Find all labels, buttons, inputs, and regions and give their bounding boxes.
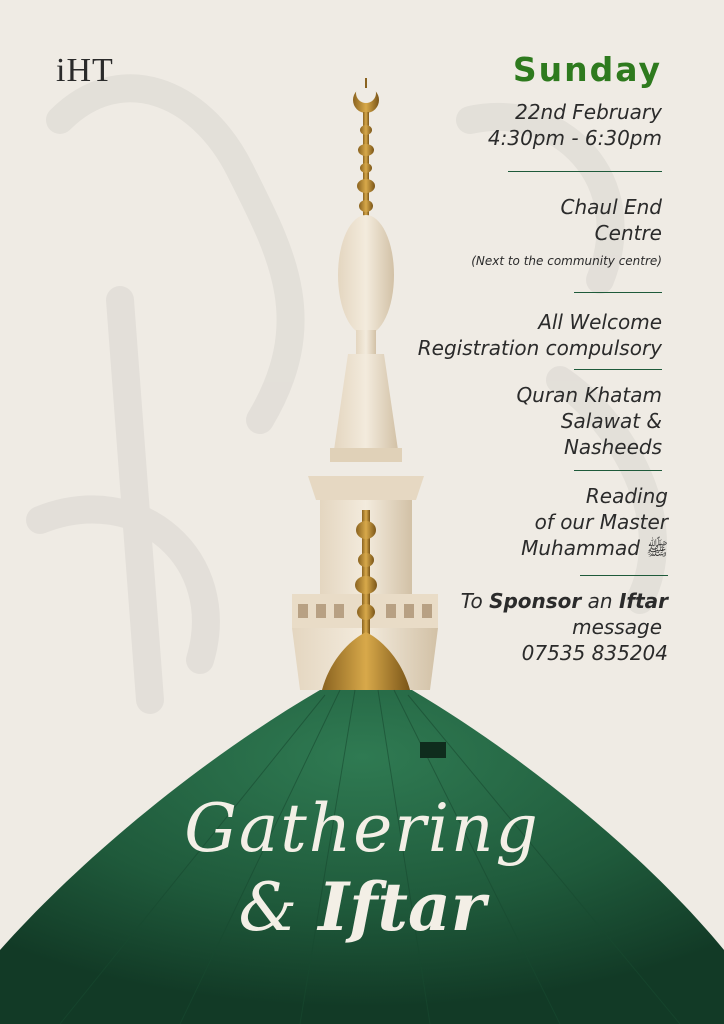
divider bbox=[574, 292, 662, 293]
salawat-icon: ﷺ bbox=[646, 539, 668, 560]
event-day: Sunday bbox=[512, 50, 662, 89]
divider bbox=[508, 171, 662, 172]
event-date: 22nd February bbox=[515, 100, 662, 124]
reading-line3 bbox=[382, 535, 668, 563]
sponsor-bold1: Sponsor bbox=[489, 589, 582, 613]
sponsor-phone: 07535 835204 bbox=[521, 641, 668, 665]
sponsor-line1 bbox=[382, 588, 668, 614]
title-ampersand: & bbox=[238, 869, 298, 946]
sponsor-mid: an bbox=[587, 589, 613, 613]
gold-spire bbox=[357, 112, 375, 222]
attendance-line1: All Welcome bbox=[538, 310, 662, 334]
divider bbox=[580, 575, 668, 576]
title-iftar: Iftar bbox=[318, 868, 486, 946]
title-iftar-line bbox=[0, 868, 724, 946]
divider bbox=[574, 470, 662, 471]
programme-line2: Salawat & bbox=[560, 409, 662, 433]
programme-line1: Quran Khatam bbox=[516, 383, 662, 407]
reading-line1: Reading bbox=[585, 484, 668, 508]
sponsor-bold2: Iftar bbox=[618, 589, 668, 613]
sponsor-pre: To bbox=[460, 589, 483, 613]
iht-logo: iHT bbox=[56, 52, 114, 89]
venue-line1: Chaul End bbox=[560, 195, 662, 219]
divider bbox=[574, 369, 662, 370]
programme-line3: Nasheeds bbox=[563, 435, 662, 459]
venue-note: (Next to the community centre) bbox=[471, 254, 662, 268]
event-time: 4:30pm - 6:30pm bbox=[487, 126, 662, 150]
reading-line2: of our Master bbox=[534, 510, 668, 534]
venue-line2: Centre bbox=[594, 221, 662, 245]
sponsor-line2: message bbox=[572, 615, 662, 639]
crescent-icon bbox=[353, 78, 379, 113]
event-info bbox=[382, 50, 668, 666]
reading-name: Muhammad bbox=[521, 536, 640, 560]
attendance-line2: Registration compulsory bbox=[417, 336, 662, 360]
title-gathering: Gathering bbox=[184, 790, 540, 867]
